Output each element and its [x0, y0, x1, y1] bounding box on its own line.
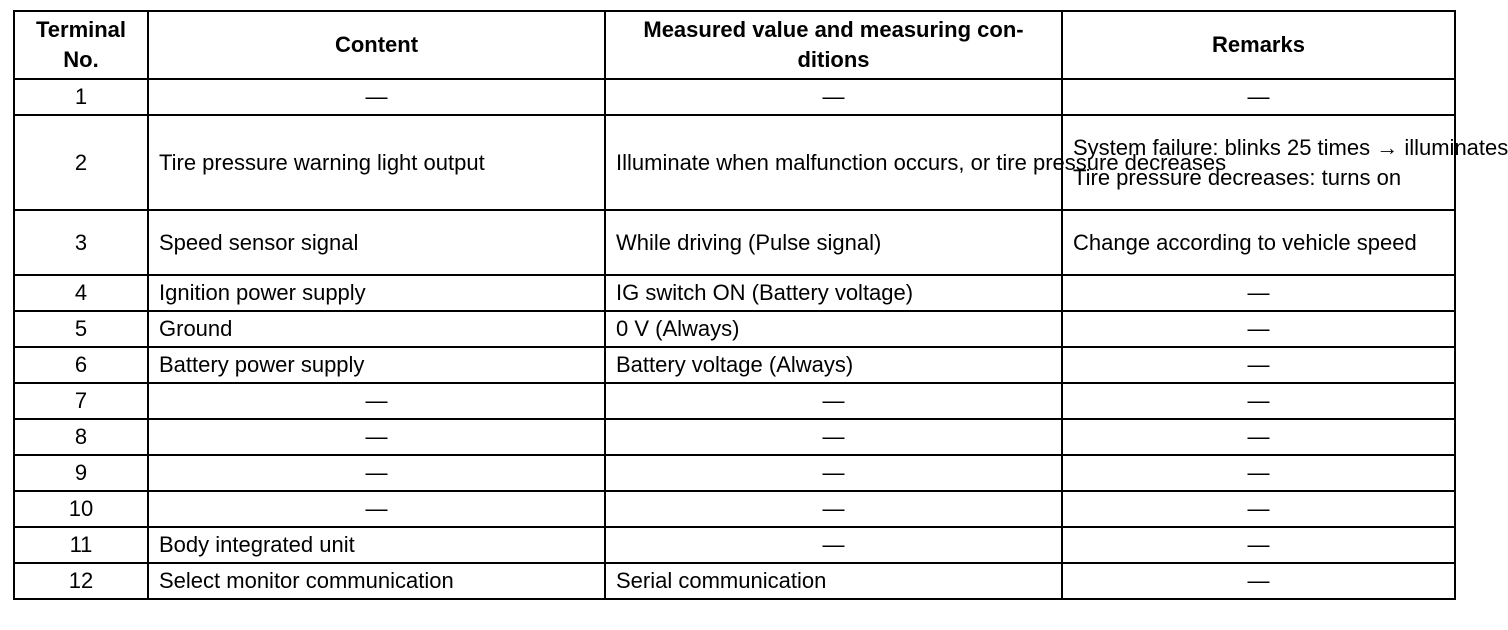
cell-remarks: —	[1062, 563, 1455, 599]
table-row	[14, 115, 1455, 210]
cell-remarks: —	[1062, 347, 1455, 383]
cell-remarks: —	[1062, 275, 1455, 311]
cell-content: —	[148, 455, 605, 491]
cell-terminal-no: 12	[14, 563, 148, 599]
cell-terminal-no: 6	[14, 347, 148, 383]
cell-terminal-no: 1	[14, 79, 148, 115]
header-remarks: Remarks	[1062, 11, 1455, 79]
table-row	[14, 383, 1455, 419]
cell-remarks: —	[1062, 419, 1455, 455]
cell-measured: —	[605, 419, 1062, 455]
table-row	[14, 419, 1455, 455]
cell-remarks: —	[1062, 491, 1455, 527]
cell-remarks: —	[1062, 527, 1455, 563]
table-row	[14, 79, 1455, 115]
header-row	[14, 11, 1455, 79]
cell-terminal-no: 5	[14, 311, 148, 347]
cell-terminal-no: 8	[14, 419, 148, 455]
cell-remarks	[1062, 115, 1508, 210]
cell-content: Ground	[148, 311, 605, 347]
cell-terminal-no: 7	[14, 383, 148, 419]
table-row	[14, 210, 1455, 275]
cell-content: —	[148, 383, 605, 419]
cell-measured: —	[605, 79, 1062, 115]
table-row	[14, 563, 1455, 599]
cell-remarks: —	[1062, 311, 1455, 347]
cell-terminal-no: 11	[14, 527, 148, 563]
cell-content: Tire pressure warning light output	[148, 115, 605, 210]
cell-measured: IG switch ON (Battery voltage)	[605, 275, 1062, 311]
cell-remarks: Change according to vehicle speed	[1062, 210, 1455, 275]
cell-content: Battery power supply	[148, 347, 605, 383]
cell-measured: —	[605, 527, 1062, 563]
cell-content: —	[148, 79, 605, 115]
cell-content: —	[148, 419, 605, 455]
cell-remarks: —	[1062, 383, 1455, 419]
cell-measured: —	[605, 491, 1062, 527]
cell-measured: While driving (Pulse signal)	[605, 210, 1062, 275]
cell-remarks: —	[1062, 455, 1455, 491]
cell-content: Select monitor communication	[148, 563, 605, 599]
table-row	[14, 455, 1455, 491]
table-row	[14, 311, 1455, 347]
cell-content: Body integrated unit	[148, 527, 605, 563]
cell-content: —	[148, 491, 605, 527]
cell-terminal-no: 9	[14, 455, 148, 491]
cell-content: Ignition power supply	[148, 275, 605, 311]
remarks-line: System failure: blinks 25 times → illuminates	[1073, 134, 1508, 160]
header-measured: Measured value and measuring con- ditions	[605, 11, 1062, 79]
cell-remarks: —	[1062, 79, 1455, 115]
cell-terminal-no: 4	[14, 275, 148, 311]
cell-terminal-no: 2	[14, 115, 148, 210]
cell-measured: Serial communication	[605, 563, 1062, 599]
cell-measured: —	[605, 383, 1062, 419]
cell-measured: 0 V (Always)	[605, 311, 1062, 347]
table-row	[14, 275, 1455, 311]
cell-measured: —	[605, 455, 1062, 491]
header-terminal-no: Terminal No.	[14, 11, 148, 79]
table-row	[14, 527, 1455, 563]
header-content: Content	[148, 11, 605, 79]
table-row	[14, 491, 1455, 527]
cell-measured: Illuminate when malfunction occurs, or tire pressure decreases	[605, 115, 1062, 210]
cell-terminal-no: 10	[14, 491, 148, 527]
cell-content: Speed sensor signal	[148, 210, 605, 275]
table-row	[14, 347, 1455, 383]
cell-terminal-no: 3	[14, 210, 148, 275]
cell-measured: Battery voltage (Always)	[605, 347, 1062, 383]
remarks-line: Tire pressure decreases: turns on	[1073, 164, 1402, 190]
terminal-table	[13, 10, 1508, 600]
